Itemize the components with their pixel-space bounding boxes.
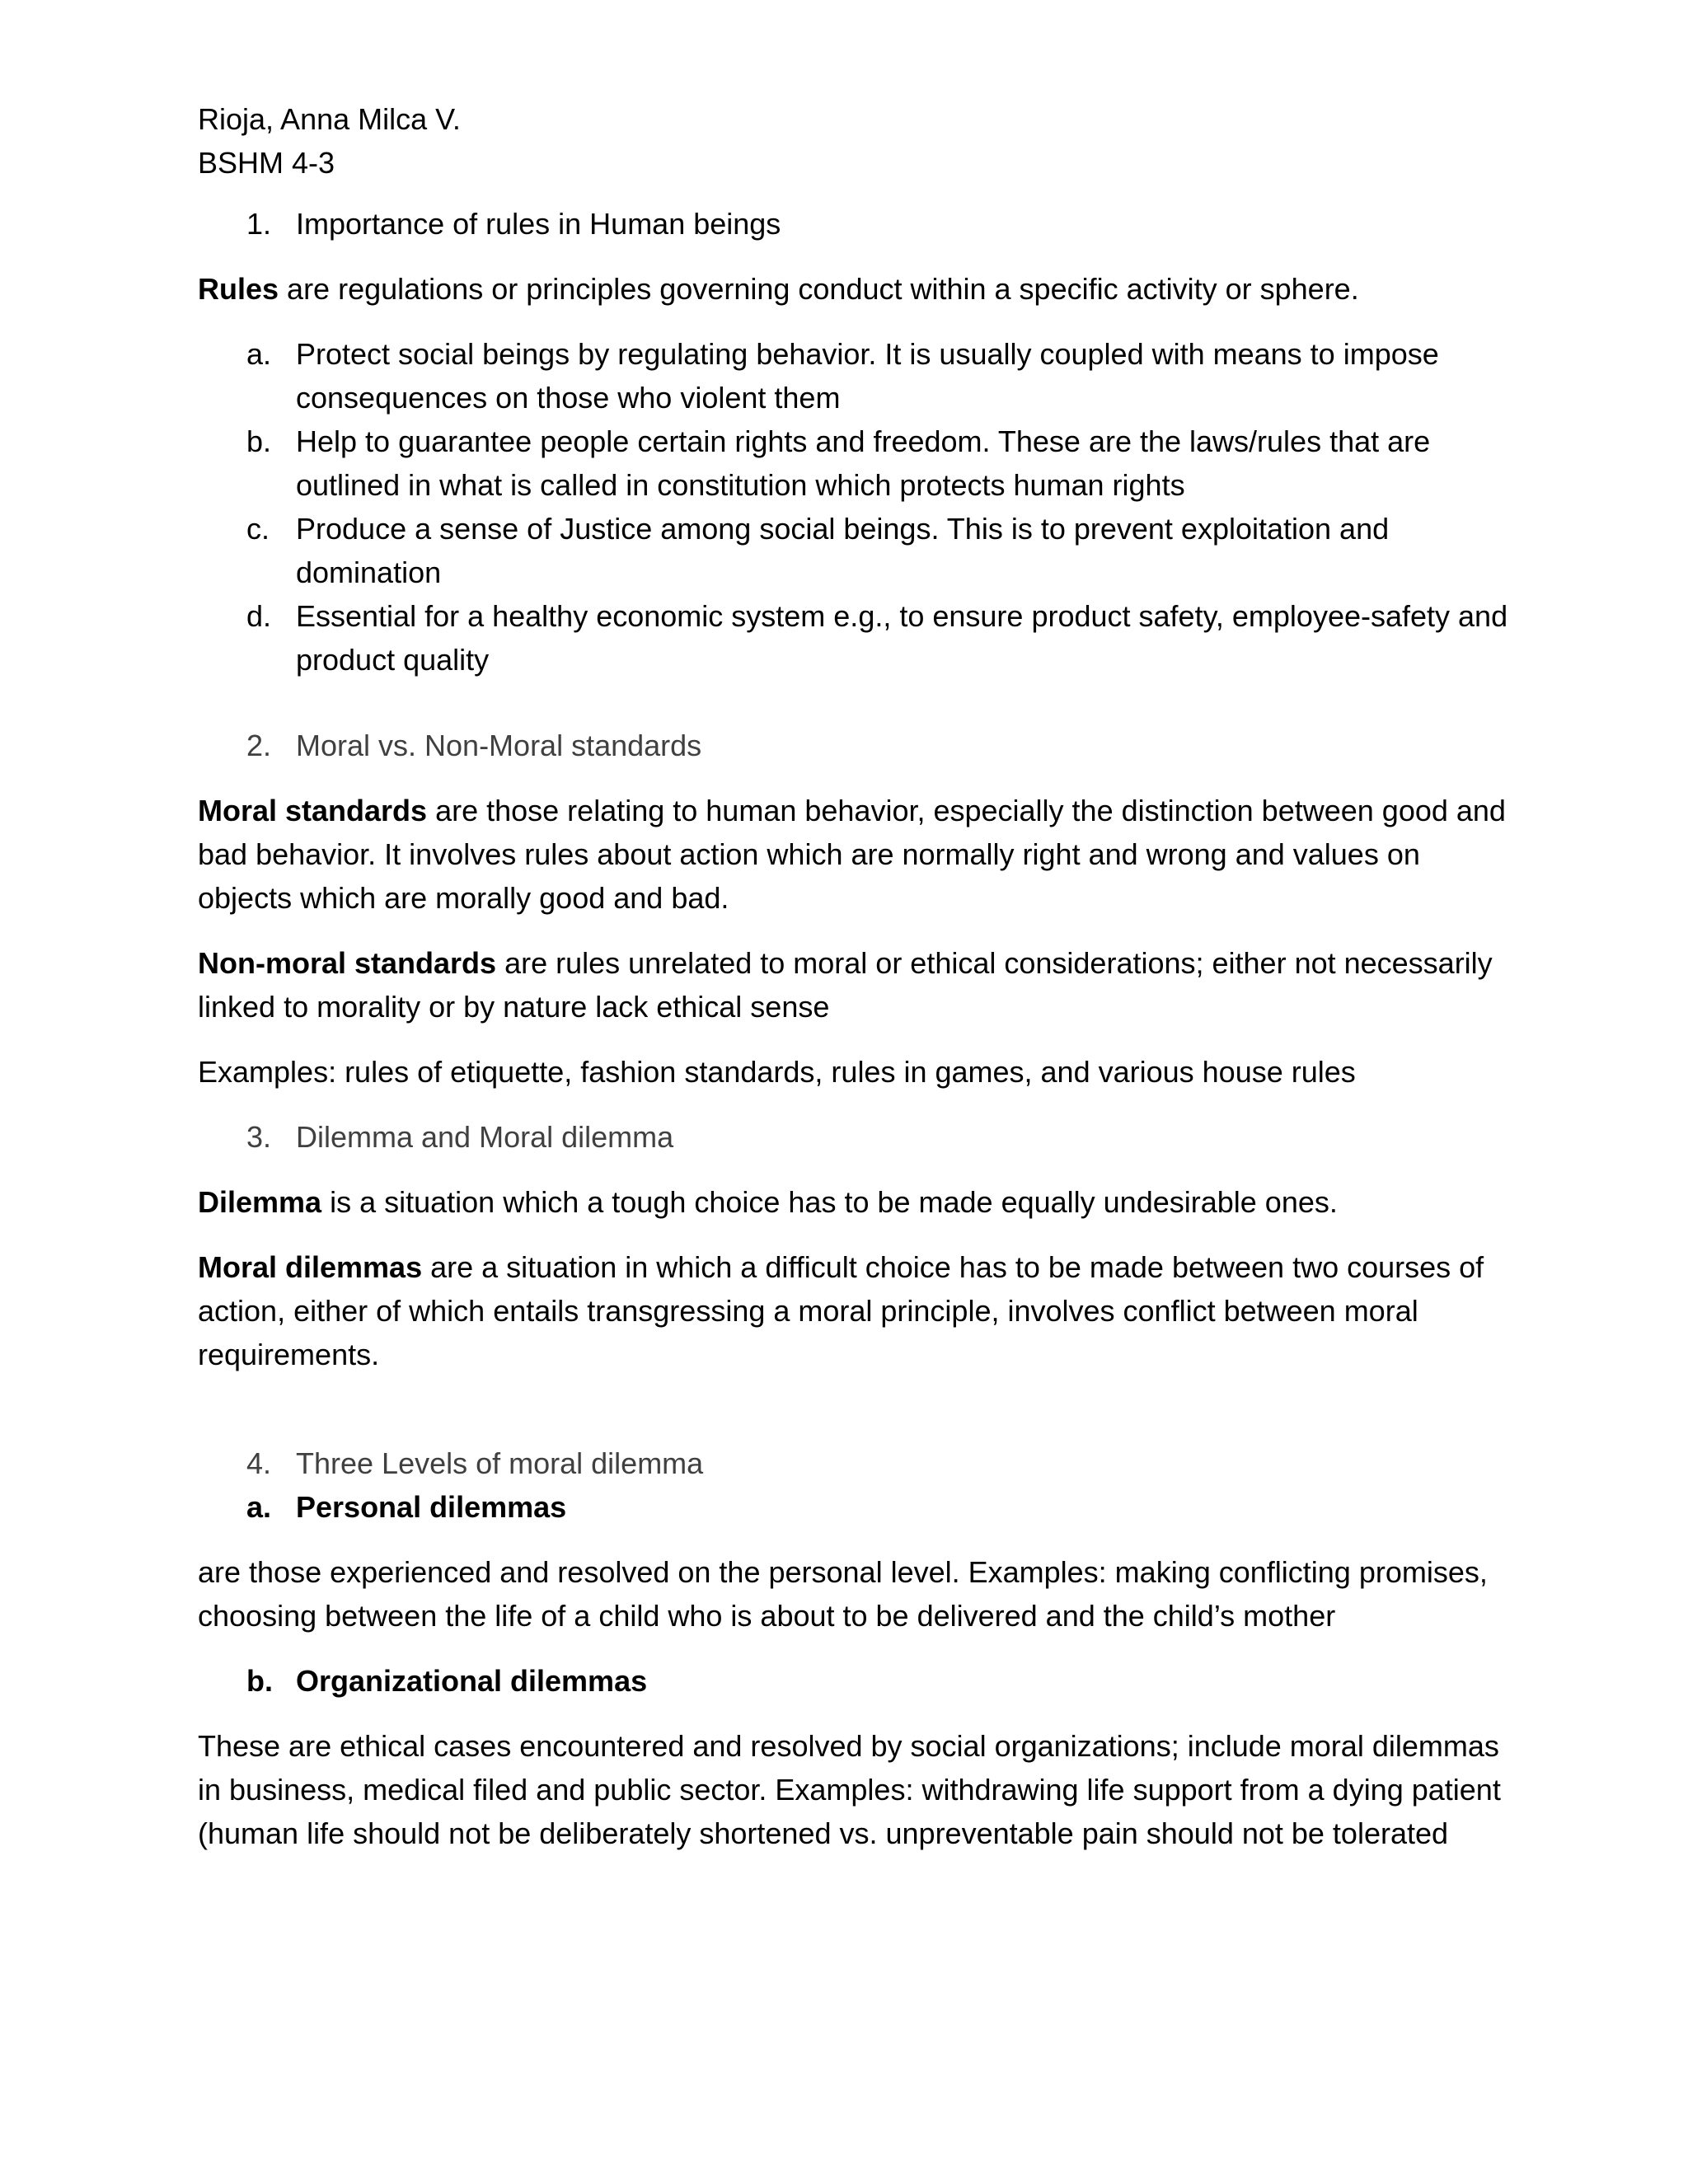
question-1-title: Importance of rules in Human beings: [296, 207, 781, 241]
question-1-number: 1.: [246, 207, 272, 241]
question-2-title: Moral vs. Non-Moral standards: [296, 729, 702, 762]
personal-dilemmas-heading: [198, 1485, 1508, 1529]
question-1-heading: [198, 202, 1508, 246]
moral-standards-definition: [198, 789, 1508, 920]
student-name: Rioja, Anna Milca V.: [198, 102, 461, 136]
dilemma-term: Dilemma: [198, 1185, 322, 1219]
non-moral-standards-definition: [198, 941, 1508, 1029]
rules-list: [198, 332, 1508, 682]
list-item-letter: b.: [246, 424, 272, 458]
rules-term: Rules: [198, 272, 279, 306]
student-section: BSHM 4-3: [198, 146, 335, 180]
question-4-title: Three Levels of moral dilemma: [296, 1446, 704, 1480]
personal-dilemmas-letter: a.: [246, 1490, 272, 1524]
question-3-title: Dilemma and Moral dilemma: [296, 1120, 674, 1154]
list-item-text: Protect social beings by regulating behavior. It is usually coupled with means to impose consequences on those who violent them: [296, 337, 1439, 415]
non-moral-standards-term: Non-moral standards: [198, 946, 497, 980]
question-3-heading: [198, 1115, 1508, 1159]
list-item-letter: d.: [246, 599, 272, 633]
moral-dilemmas-term: Moral dilemmas: [198, 1250, 423, 1284]
organizational-dilemmas-letter: b.: [246, 1664, 273, 1698]
moral-dilemmas-definition: [198, 1245, 1508, 1376]
list-item-letter: c.: [246, 512, 270, 546]
list-item-text: Help to guarantee people certain rights and freedom. These are the laws/rules that are outlined in what is called in constitution which protects human rights: [296, 424, 1431, 502]
question-2-heading: [198, 724, 1508, 767]
organizational-dilemmas-title: Organizational dilemmas: [296, 1664, 648, 1698]
list-item: [198, 507, 1508, 594]
question-2-number: 2.: [246, 729, 272, 762]
list-item-letter: a.: [246, 337, 272, 371]
dilemma-text: is a situation which a tough choice has to be made equally undesirable ones.: [321, 1185, 1338, 1219]
question-4-number: 4.: [246, 1446, 272, 1480]
list-item-text: Essential for a healthy economic system e.g., to ensure product safety, employee-safety and product quality: [296, 599, 1508, 677]
personal-dilemmas-title: Personal dilemmas: [296, 1490, 567, 1524]
list-item: [198, 594, 1508, 682]
question-3-number: 3.: [246, 1120, 272, 1154]
list-item-text: Produce a sense of Justice among social beings. This is to prevent exploitation and domination: [296, 512, 1390, 589]
organizational-dilemmas-text: These are ethical cases encountered and resolved by social organizations; include moral dilemmas in business, medical filed and public sector. Examples: withdrawing life support from a dying patient (human life should not be deliberately shortened vs. unpreventable pain should not be tolerated: [198, 1729, 1501, 1850]
document-page: [198, 97, 1508, 1855]
list-item: [198, 332, 1508, 419]
moral-standards-term: Moral standards: [198, 794, 428, 827]
moral-standards-text: are those relating to human behavior, especially the distinction between good and bad behavior. It involves rules about action which are normally right and wrong and values on objects which are morally good and bad.: [198, 794, 1506, 915]
rules-definition: [198, 267, 1508, 311]
personal-dilemmas-text: are those experienced and resolved on the personal level. Examples: making conflicting promises, choosing between the life of a child who is about to be delivered and the child’s mother: [198, 1555, 1488, 1633]
non-moral-standards-text: are rules unrelated to moral or ethical considerations; either not necessarily linked to morality or by nature lack ethical sense: [198, 946, 1493, 1024]
examples-text: Examples: rules of etiquette, fashion standards, rules in games, and various house rules: [198, 1055, 1356, 1089]
rules-definition-text: are regulations or principles governing conduct within a specific activity or sphere.: [279, 272, 1359, 306]
organizational-dilemmas-heading: [198, 1659, 1508, 1703]
list-item: [198, 419, 1508, 507]
question-4-heading: [198, 1441, 1508, 1485]
moral-dilemmas-text: are a situation in which a difficult choice has to be made between two courses of action, either of which entails transgressing a moral principle, involves conflict between moral requirements.: [198, 1250, 1484, 1371]
dilemma-definition: [198, 1180, 1508, 1224]
